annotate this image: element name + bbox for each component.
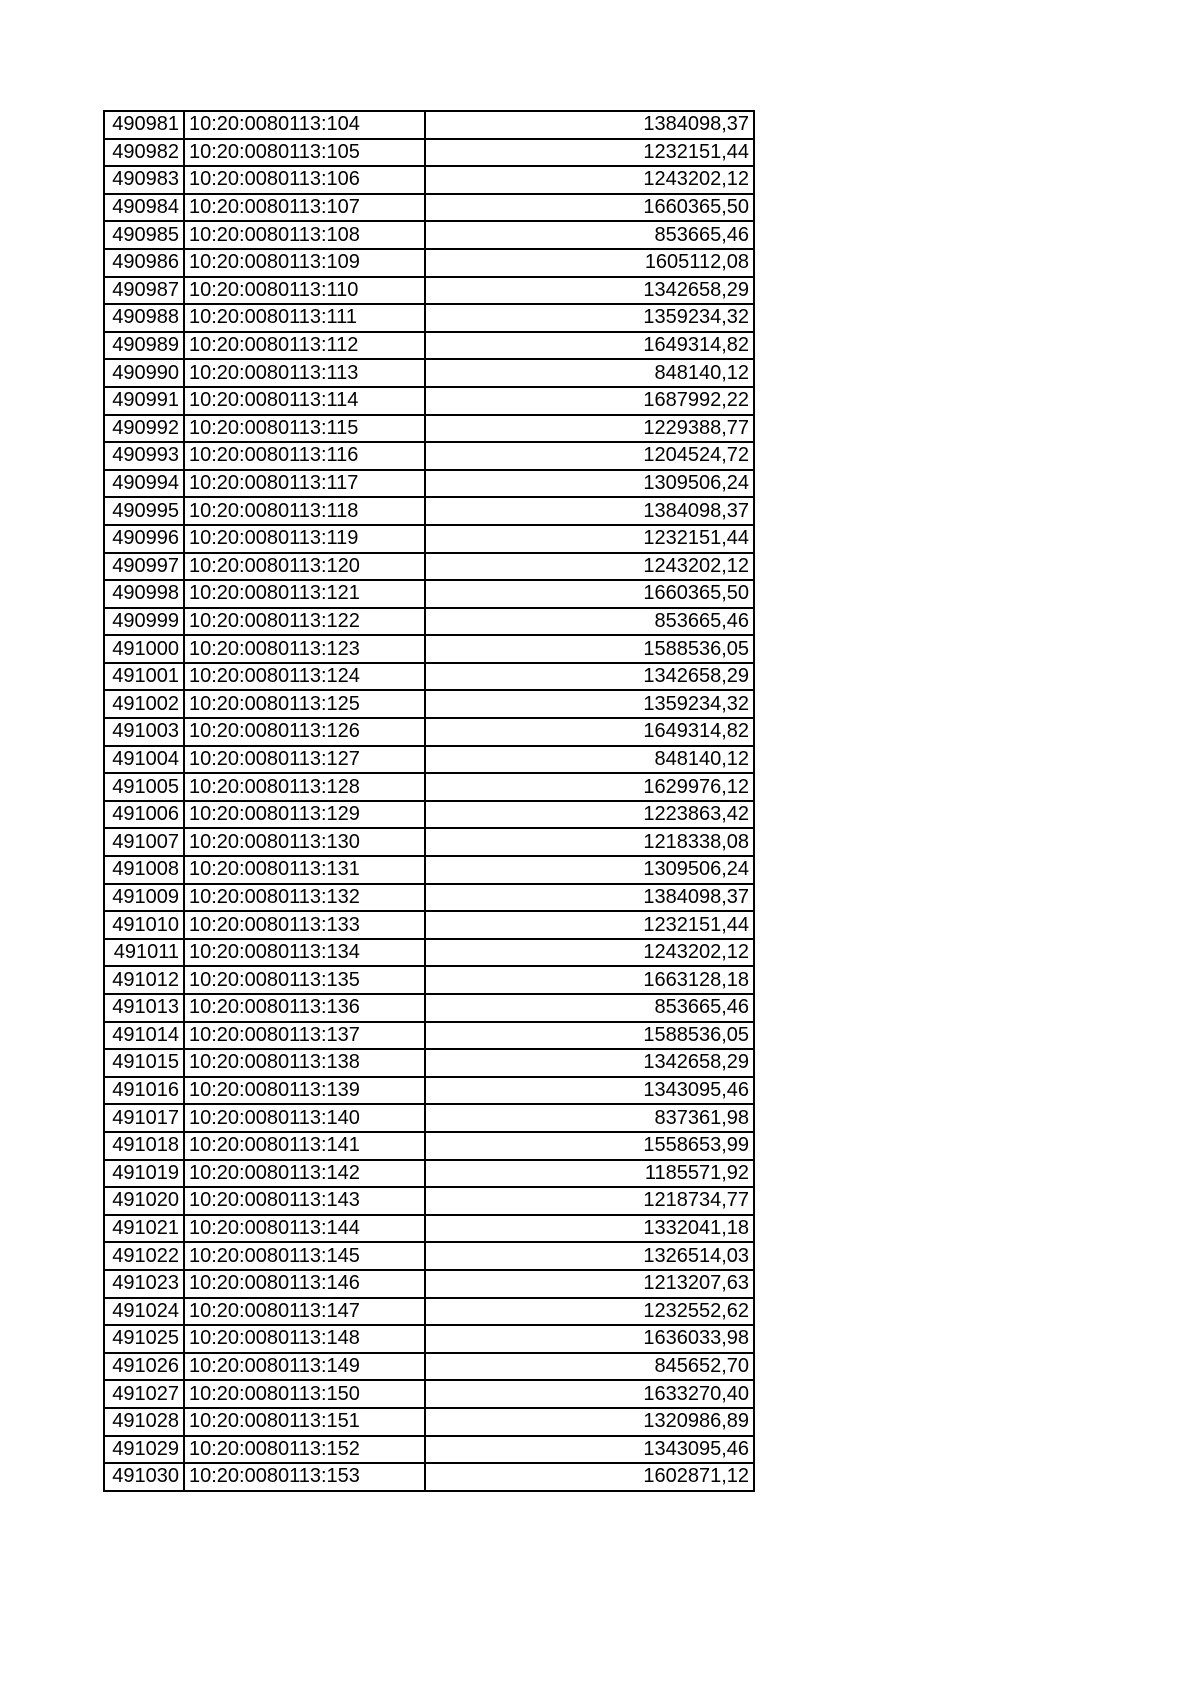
- cadastral-number-cell: 10:20:0080113:149: [184, 1353, 425, 1381]
- table-row: [104, 1077, 754, 1105]
- value-cell: 853665,46: [425, 994, 754, 1022]
- row-id-cell: 491014: [104, 1022, 184, 1050]
- value-cell: 1359234,32: [425, 304, 754, 332]
- row-id-cell: 491020: [104, 1187, 184, 1215]
- cadastral-number-cell: 10:20:0080113:107: [184, 194, 425, 222]
- cadastral-number-cell: 10:20:0080113:144: [184, 1215, 425, 1243]
- row-id-cell: 491017: [104, 1104, 184, 1132]
- row-id-cell: 491025: [104, 1325, 184, 1353]
- row-id-cell: 490999: [104, 608, 184, 636]
- cadastral-number-cell: 10:20:0080113:142: [184, 1160, 425, 1188]
- row-id-cell: 490995: [104, 497, 184, 525]
- row-id-cell: 490987: [104, 277, 184, 305]
- row-id-cell: 491010: [104, 911, 184, 939]
- cadastral-number-cell: 10:20:0080113:122: [184, 608, 425, 636]
- value-cell: 1232151,44: [425, 525, 754, 553]
- cadastral-number-cell: 10:20:0080113:126: [184, 718, 425, 746]
- table-row: [104, 994, 754, 1022]
- row-id-cell: 491009: [104, 884, 184, 912]
- row-id-cell: 490993: [104, 442, 184, 470]
- row-id-cell: 491030: [104, 1463, 184, 1491]
- value-cell: 1602871,12: [425, 1463, 754, 1491]
- row-id-cell: 490985: [104, 221, 184, 249]
- row-id-cell: 490981: [104, 111, 184, 139]
- table-row: [104, 470, 754, 498]
- cadastral-number-cell: 10:20:0080113:123: [184, 635, 425, 663]
- row-id-cell: 490986: [104, 249, 184, 277]
- value-cell: 1243202,12: [425, 939, 754, 967]
- cadastral-number-cell: 10:20:0080113:113: [184, 359, 425, 387]
- row-id-cell: 491006: [104, 801, 184, 829]
- value-cell: 1384098,37: [425, 497, 754, 525]
- cadastral-number-cell: 10:20:0080113:153: [184, 1463, 425, 1491]
- value-cell: 1588536,05: [425, 1022, 754, 1050]
- value-cell: 1359234,32: [425, 690, 754, 718]
- cadastral-number-cell: 10:20:0080113:135: [184, 966, 425, 994]
- row-id-cell: 490982: [104, 139, 184, 167]
- table-row: [104, 1242, 754, 1270]
- table-row: [104, 635, 754, 663]
- table-row: [104, 277, 754, 305]
- cadastral-number-cell: 10:20:0080113:117: [184, 470, 425, 498]
- table-row: [104, 304, 754, 332]
- row-id-cell: 490983: [104, 166, 184, 194]
- cadastral-number-cell: 10:20:0080113:132: [184, 884, 425, 912]
- row-id-cell: 491028: [104, 1408, 184, 1436]
- row-id-cell: 490997: [104, 553, 184, 581]
- value-cell: 1605112,08: [425, 249, 754, 277]
- row-id-cell: 491024: [104, 1298, 184, 1326]
- cadastral-number-cell: 10:20:0080113:115: [184, 415, 425, 443]
- cadastral-number-cell: 10:20:0080113:130: [184, 828, 425, 856]
- value-cell: 1342658,29: [425, 663, 754, 691]
- value-cell: 1342658,29: [425, 277, 754, 305]
- table-row: [104, 939, 754, 967]
- table-row: [104, 221, 754, 249]
- table-row: [104, 608, 754, 636]
- cadastral-number-cell: 10:20:0080113:129: [184, 801, 425, 829]
- cadastral-number-cell: 10:20:0080113:147: [184, 1298, 425, 1326]
- row-id-cell: 490996: [104, 525, 184, 553]
- value-cell: 1384098,37: [425, 884, 754, 912]
- cadastral-number-cell: 10:20:0080113:152: [184, 1436, 425, 1464]
- row-id-cell: 491018: [104, 1132, 184, 1160]
- cadastral-number-cell: 10:20:0080113:127: [184, 746, 425, 774]
- cadastral-number-cell: 10:20:0080113:111: [184, 304, 425, 332]
- table-row: [104, 746, 754, 774]
- cadastral-number-cell: 10:20:0080113:118: [184, 497, 425, 525]
- cadastral-number-cell: 10:20:0080113:121: [184, 580, 425, 608]
- row-id-cell: 490998: [104, 580, 184, 608]
- cadastral-number-cell: 10:20:0080113:116: [184, 442, 425, 470]
- value-cell: 1232552,62: [425, 1298, 754, 1326]
- cadastral-number-cell: 10:20:0080113:151: [184, 1408, 425, 1436]
- table-row: [104, 553, 754, 581]
- cadastral-number-cell: 10:20:0080113:106: [184, 166, 425, 194]
- table-row: [104, 856, 754, 884]
- table-row: [104, 1353, 754, 1381]
- row-id-cell: 490991: [104, 387, 184, 415]
- row-id-cell: 491019: [104, 1160, 184, 1188]
- table-row: [104, 1270, 754, 1298]
- cadastral-number-cell: 10:20:0080113:105: [184, 139, 425, 167]
- value-cell: 1232151,44: [425, 911, 754, 939]
- value-cell: 1185571,92: [425, 1160, 754, 1188]
- value-cell: 1343095,46: [425, 1077, 754, 1105]
- row-id-cell: 491022: [104, 1242, 184, 1270]
- table-row: [104, 1215, 754, 1243]
- table-row: [104, 663, 754, 691]
- cadastral-number-cell: 10:20:0080113:146: [184, 1270, 425, 1298]
- value-cell: 1218338,08: [425, 828, 754, 856]
- cadastral-number-cell: 10:20:0080113:131: [184, 856, 425, 884]
- cadastral-number-cell: 10:20:0080113:109: [184, 249, 425, 277]
- value-cell: 1342658,29: [425, 1049, 754, 1077]
- table-row: [104, 828, 754, 856]
- value-cell: 1558653,99: [425, 1132, 754, 1160]
- cadastral-number-cell: 10:20:0080113:137: [184, 1022, 425, 1050]
- value-cell: 1320986,89: [425, 1408, 754, 1436]
- value-cell: 845652,70: [425, 1353, 754, 1381]
- table-row: [104, 332, 754, 360]
- value-cell: 848140,12: [425, 359, 754, 387]
- table-row: [104, 1022, 754, 1050]
- value-cell: 853665,46: [425, 221, 754, 249]
- table-row: [104, 139, 754, 167]
- table-row: [104, 497, 754, 525]
- table-row: [104, 1325, 754, 1353]
- value-cell: 1243202,12: [425, 166, 754, 194]
- row-id-cell: 491000: [104, 635, 184, 663]
- row-id-cell: 491004: [104, 746, 184, 774]
- row-id-cell: 490988: [104, 304, 184, 332]
- value-cell: 1223863,42: [425, 801, 754, 829]
- table-row: [104, 1132, 754, 1160]
- value-cell: 1332041,18: [425, 1215, 754, 1243]
- value-cell: 1660365,50: [425, 194, 754, 222]
- row-id-cell: 491002: [104, 690, 184, 718]
- cadastral-number-cell: 10:20:0080113:108: [184, 221, 425, 249]
- value-cell: 1384098,37: [425, 111, 754, 139]
- value-cell: 1343095,46: [425, 1436, 754, 1464]
- table-row: [104, 1436, 754, 1464]
- row-id-cell: 490990: [104, 359, 184, 387]
- cadastral-number-cell: 10:20:0080113:134: [184, 939, 425, 967]
- cadastral-number-cell: 10:20:0080113:128: [184, 773, 425, 801]
- value-cell: 1218734,77: [425, 1187, 754, 1215]
- table-row: [104, 911, 754, 939]
- cadastral-number-cell: 10:20:0080113:148: [184, 1325, 425, 1353]
- cadastral-number-cell: 10:20:0080113:125: [184, 690, 425, 718]
- row-id-cell: 491003: [104, 718, 184, 746]
- value-cell: 1663128,18: [425, 966, 754, 994]
- value-cell: 1649314,82: [425, 332, 754, 360]
- table-row: [104, 690, 754, 718]
- row-id-cell: 491012: [104, 966, 184, 994]
- value-cell: 848140,12: [425, 746, 754, 774]
- cadastral-number-cell: 10:20:0080113:140: [184, 1104, 425, 1132]
- row-id-cell: 491016: [104, 1077, 184, 1105]
- value-cell: 1633270,40: [425, 1380, 754, 1408]
- value-cell: 1204524,72: [425, 442, 754, 470]
- table-row: [104, 1408, 754, 1436]
- cadastral-number-cell: 10:20:0080113:139: [184, 1077, 425, 1105]
- row-id-cell: 490992: [104, 415, 184, 443]
- value-cell: 1660365,50: [425, 580, 754, 608]
- cadastral-number-cell: 10:20:0080113:138: [184, 1049, 425, 1077]
- cadastral-number-cell: 10:20:0080113:114: [184, 387, 425, 415]
- table-row: [104, 442, 754, 470]
- table-row: [104, 1187, 754, 1215]
- cadastral-number-cell: 10:20:0080113:143: [184, 1187, 425, 1215]
- cadastral-number-cell: 10:20:0080113:145: [184, 1242, 425, 1270]
- value-cell: 1309506,24: [425, 470, 754, 498]
- table-row: [104, 194, 754, 222]
- value-cell: 1229388,77: [425, 415, 754, 443]
- table-row: [104, 773, 754, 801]
- table-row: [104, 884, 754, 912]
- row-id-cell: 491001: [104, 663, 184, 691]
- row-id-cell: 491008: [104, 856, 184, 884]
- value-cell: 1232151,44: [425, 139, 754, 167]
- cadastral-number-cell: 10:20:0080113:150: [184, 1380, 425, 1408]
- value-cell: 1243202,12: [425, 553, 754, 581]
- cadastral-number-cell: 10:20:0080113:112: [184, 332, 425, 360]
- cadastral-number-cell: 10:20:0080113:110: [184, 277, 425, 305]
- cadastral-number-cell: 10:20:0080113:104: [184, 111, 425, 139]
- table-row: [104, 1380, 754, 1408]
- row-id-cell: 491005: [104, 773, 184, 801]
- row-id-cell: 491021: [104, 1215, 184, 1243]
- table-row: [104, 718, 754, 746]
- table-row: [104, 1104, 754, 1132]
- cadastral-number-cell: 10:20:0080113:133: [184, 911, 425, 939]
- value-cell: 1636033,98: [425, 1325, 754, 1353]
- table-row: [104, 249, 754, 277]
- table-row: [104, 111, 754, 139]
- table-row: [104, 359, 754, 387]
- row-id-cell: 491013: [104, 994, 184, 1022]
- value-cell: 1213207,63: [425, 1270, 754, 1298]
- value-cell: 1649314,82: [425, 718, 754, 746]
- row-id-cell: 491015: [104, 1049, 184, 1077]
- row-id-cell: 491023: [104, 1270, 184, 1298]
- cadastral-number-cell: 10:20:0080113:120: [184, 553, 425, 581]
- table-row: [104, 1160, 754, 1188]
- row-id-cell: 491007: [104, 828, 184, 856]
- table-row: [104, 387, 754, 415]
- value-cell: 1588536,05: [425, 635, 754, 663]
- row-id-cell: 491026: [104, 1353, 184, 1381]
- row-id-cell: 490984: [104, 194, 184, 222]
- table-row: [104, 580, 754, 608]
- cadastral-number-cell: 10:20:0080113:141: [184, 1132, 425, 1160]
- cadastral-number-cell: 10:20:0080113:136: [184, 994, 425, 1022]
- table-row: [104, 801, 754, 829]
- cadastral-number-cell: 10:20:0080113:124: [184, 663, 425, 691]
- table-row: [104, 415, 754, 443]
- table-row: [104, 1298, 754, 1326]
- value-cell: 837361,98: [425, 1104, 754, 1132]
- table-body: [104, 111, 754, 1491]
- value-cell: 1326514,03: [425, 1242, 754, 1270]
- value-cell: 1687992,22: [425, 387, 754, 415]
- table-row: [104, 966, 754, 994]
- row-id-cell: 491027: [104, 1380, 184, 1408]
- row-id-cell: 490989: [104, 332, 184, 360]
- table-row: [104, 166, 754, 194]
- value-cell: 853665,46: [425, 608, 754, 636]
- table-row: [104, 525, 754, 553]
- value-cell: 1309506,24: [425, 856, 754, 884]
- row-id-cell: 491029: [104, 1436, 184, 1464]
- cadastral-number-cell: 10:20:0080113:119: [184, 525, 425, 553]
- cadastral-value-table: [103, 110, 755, 1492]
- table-row: [104, 1463, 754, 1491]
- table-row: [104, 1049, 754, 1077]
- row-id-cell: 491011: [104, 939, 184, 967]
- value-cell: 1629976,12: [425, 773, 754, 801]
- row-id-cell: 490994: [104, 470, 184, 498]
